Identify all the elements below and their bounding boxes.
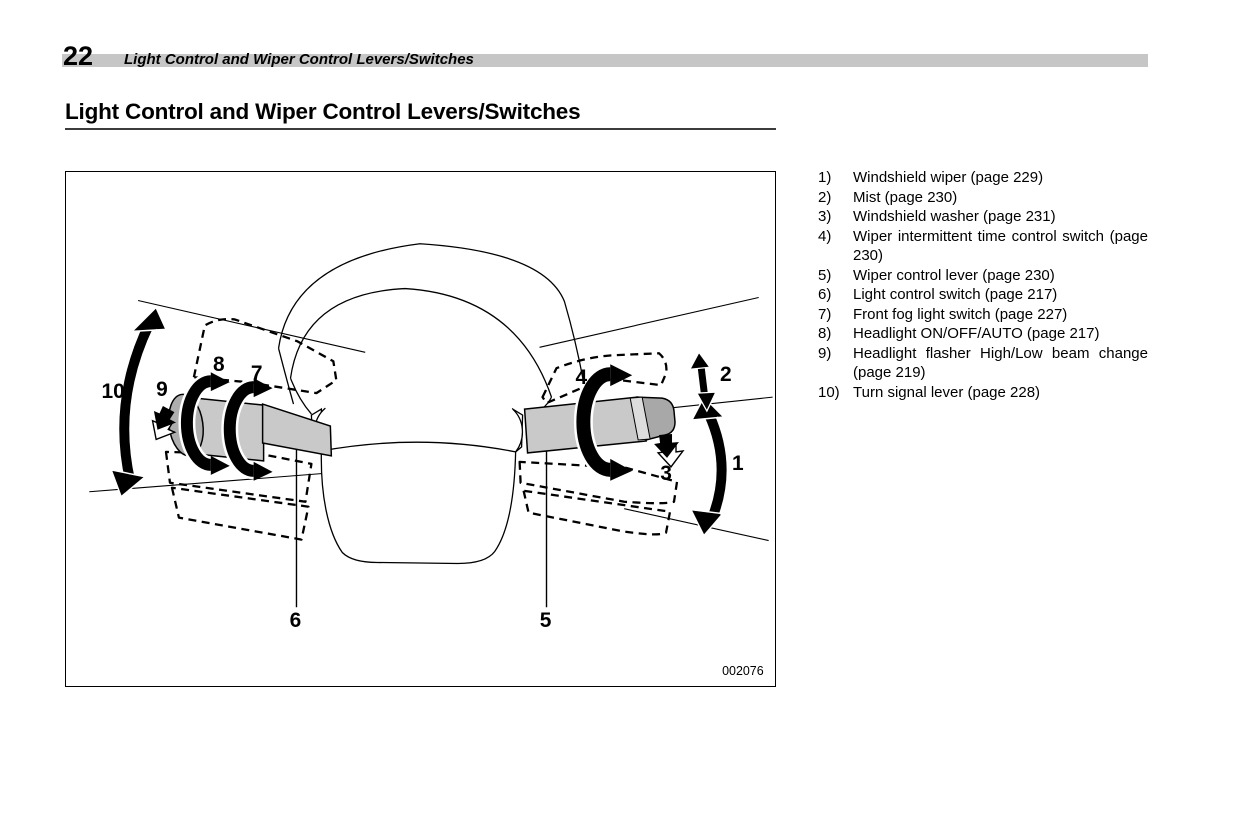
legend-list — [818, 168, 1148, 402]
legend-item-number: 5) — [818, 266, 832, 284]
callout-7: 7 — [250, 362, 263, 386]
legend-item — [818, 227, 1148, 266]
legend-item — [818, 383, 1148, 403]
legend-item-text: Headlight flasher High/Low beam change (page 219) — [853, 344, 1148, 381]
steering-column-diagram — [66, 172, 775, 686]
legend-item-number: 10) — [818, 383, 840, 401]
legend-item — [818, 207, 1148, 227]
legend-item-number: 6) — [818, 286, 832, 303]
legend-item-text: Turn signal lever (page 228) — [853, 383, 1041, 401]
wiper-travel-arrow — [691, 397, 730, 535]
callout-8: 8 — [212, 353, 225, 377]
legend-item-text: Mist (page 230) — [853, 188, 958, 206]
callout-1: 1 — [731, 451, 744, 475]
section-title: Light Control and Wiper Control Levers/Switches — [65, 99, 581, 124]
mist-arrow — [690, 352, 716, 411]
legend-item-text: Wiper control lever (page 230) — [853, 266, 1055, 284]
legend-item — [818, 266, 1148, 286]
running-header: Light Control and Wiper Control Levers/Switches — [124, 51, 474, 68]
callout-2: 2 — [719, 363, 732, 387]
legend-item — [818, 168, 1148, 188]
legend-item-number: 3) — [818, 208, 832, 225]
callout-10: 10 — [101, 380, 125, 404]
steering-wheel-hub — [311, 408, 522, 563]
section-title-rule — [65, 128, 776, 130]
legend-item-text: Windshield washer (page 231) — [853, 208, 1056, 225]
legend-item-number: 1) — [818, 169, 832, 186]
legend-item — [818, 188, 1148, 208]
legend-item-text: Light control switch (page 217) — [853, 286, 1058, 303]
legend-item — [818, 324, 1148, 344]
legend-item-number: 4) — [818, 227, 832, 245]
callout-3: 3 — [660, 461, 672, 485]
legend-item-number: 8) — [818, 325, 832, 342]
steering-wheel-rim — [279, 244, 588, 423]
figure-code: 002076 — [722, 664, 764, 679]
legend-item-text: Front fog light switch (page 227) — [853, 305, 1068, 323]
callout-6: 6 — [289, 609, 302, 633]
callout-5: 5 — [539, 609, 552, 633]
legend-item-number: 7) — [818, 305, 832, 323]
legend-item-number: 9) — [818, 344, 832, 362]
legend-item-text: Wiper intermittent time control switch (page 230) — [853, 227, 1148, 264]
legend-item-text: Headlight ON/OFF/AUTO (page 217) — [853, 325, 1100, 342]
light-control-lever — [165, 372, 332, 481]
page-number: 22 — [63, 41, 94, 71]
legend-item-text: Windshield wiper (page 229) — [853, 169, 1044, 186]
legend-item-number: 2) — [818, 188, 832, 206]
figure-box — [65, 171, 776, 687]
legend-item — [818, 305, 1148, 325]
callout-9: 9 — [156, 378, 168, 402]
left-lever-down-position-2 — [172, 488, 308, 540]
legend-item — [818, 344, 1148, 383]
callout-4: 4 — [575, 366, 588, 390]
legend-item — [818, 285, 1148, 305]
